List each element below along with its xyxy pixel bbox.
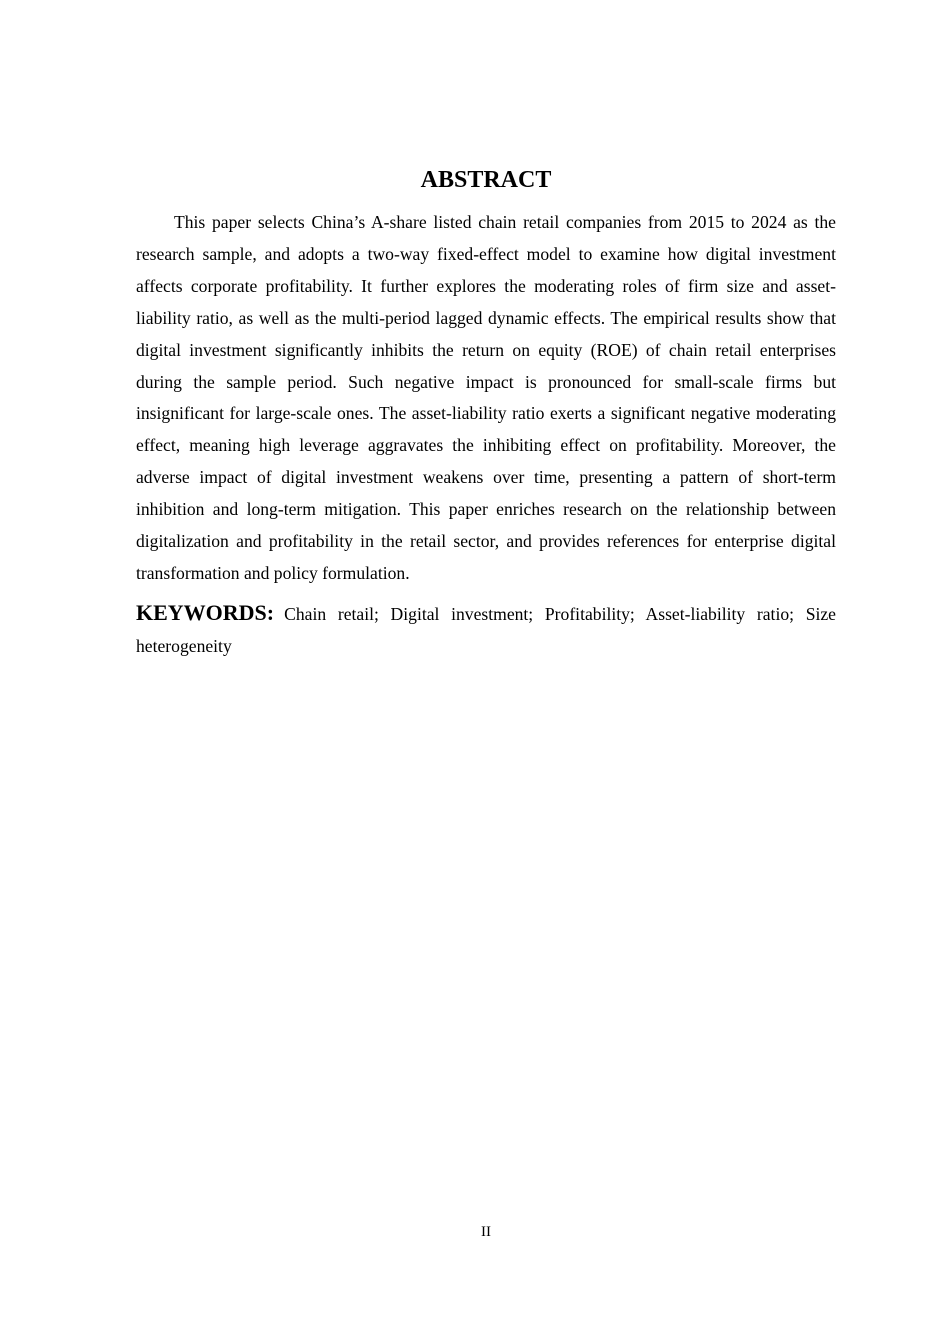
page-number: II — [481, 1224, 491, 1240]
keywords-label: KEYWORDS — [136, 600, 267, 625]
abstract-title: ABSTRACT — [420, 167, 552, 193]
keywords-text: Chain retail; Digital investment; Profitability; Asset-liability ratio; Size heterogeneity — [136, 604, 836, 656]
keywords-paragraph — [136, 597, 836, 662]
keywords-colon: : — [266, 600, 275, 625]
abstract-body: This paper selects China’s A-share listed chain retail companies from 2015 to 2024 as the research sample, and adopts a two-way fixed-effect model to examine how digital investment affects corporate profitability. It further explores the moderating roles of firm size and asset-liability ratio, as well as the multi-period lagged dynamic effects. The empirical results show that digital investment significantly inhibits the return on equity (ROE) of chain retail enterprises during the sample period. Such negative impact is pronounced for small-scale firms but insignificant for large-scale ones. The asset-liability ratio exerts a significant negative moderating effect, meaning high leverage aggravates the inhibiting effect on profitability. Moreover, the adverse impact of digital investment weakens over time, presenting a pattern of short-term inhibition and long-term mitigation. This paper enriches research on the relationship between digitalization and profitability in the retail sector, and provides references for enterprise digital transformation and policy formulation. — [136, 212, 836, 583]
